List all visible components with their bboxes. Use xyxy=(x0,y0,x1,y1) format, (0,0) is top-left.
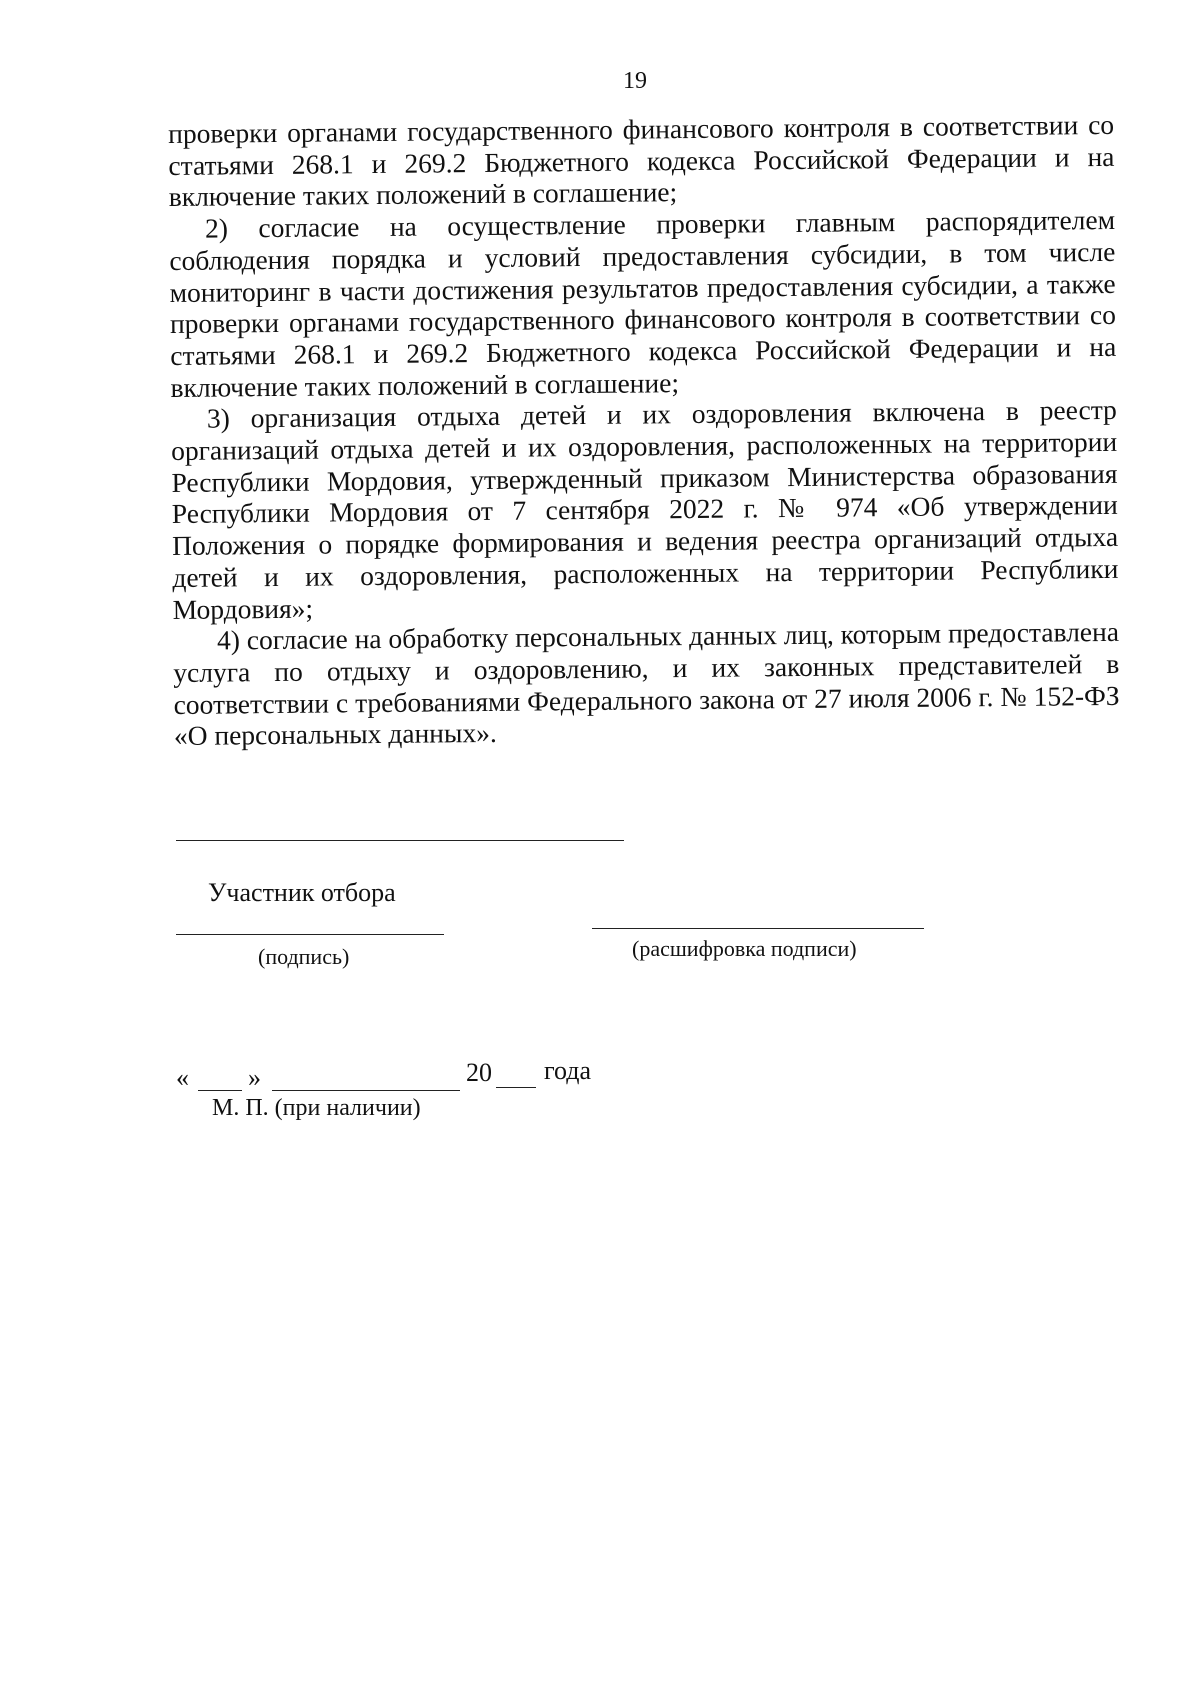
paragraph-continuation: проверки органами государственного финансового контроля в соответствии со статьями 268.1 и 269.2 Бюджетного кодекса Российской Федерации и на включение таких положений в соглашение; xyxy=(168,108,1115,213)
separator-line xyxy=(176,840,624,841)
signature-decoding-caption: (расшифровка подписи) xyxy=(632,936,857,961)
paragraph-item-3: 3) организация отдыха детей и их оздоровления включена в реестр организаций отдыха детей и их оздоровления, расположенных на территории Республики Мордовия, утвержденный приказом Министерства образования Республики Мордовия от 7 сентября 2022 г. № 974 «Об утверждении Положения о порядке формирования и ведения реестра организаций отдыха детей и их оздоровления, расположенных на территории Республики Мордовия»; xyxy=(171,394,1119,625)
document-body xyxy=(168,109,1120,752)
date-year-suffix: года xyxy=(544,1056,592,1085)
date-day-blank xyxy=(198,1090,242,1091)
page-number: 19 xyxy=(623,68,647,94)
date-year-blank xyxy=(496,1087,536,1088)
seal-note: М. П. (при наличии) xyxy=(212,1095,421,1121)
paragraph-item-2: 2) согласие на осуществление проверки главным распорядителем соблюдения порядка и условий предоставления субсидии, в том числе мониторинг в части достижения результатов предоставления субсидии, а также проверки органами государственного финансового контроля в соответствии со статьями 268.1 и 269.2 Бюджетного кодекса Российской Федерации и на включение таких положений в соглашение; xyxy=(169,204,1117,403)
paragraph-item-4: 4) согласие на обработку персональных данных лиц, которым предоставлена услуга по отдыху и оздоровлению, и их законных представителей в соответствии с требованиями Федерального закона от 27 июля 2006 г. № 152-ФЗ «О персональных данных». xyxy=(173,616,1120,752)
date-close-quote: » xyxy=(248,1063,261,1092)
date-month-blank xyxy=(272,1090,460,1091)
signature-caption: (подпись) xyxy=(258,944,350,969)
signature-decoding-line xyxy=(592,928,924,929)
date-year-prefix: 20 xyxy=(466,1058,492,1087)
date-open-quote: « xyxy=(176,1063,189,1092)
signature-line xyxy=(176,934,444,935)
participant-label: Участник отбора xyxy=(208,878,396,907)
